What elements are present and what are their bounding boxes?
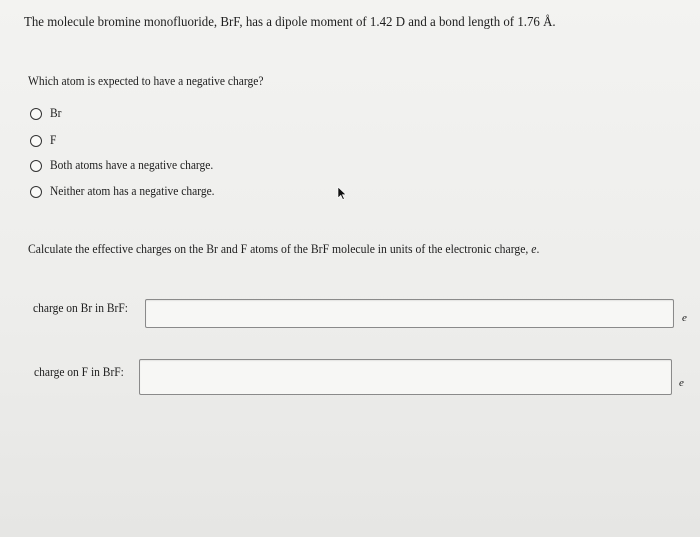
option-br[interactable] xyxy=(30,106,63,121)
option-label: Both atoms have a negative charge. xyxy=(50,158,214,172)
option-label: Br xyxy=(50,106,62,120)
radio-button[interactable] xyxy=(30,108,42,120)
radio-button[interactable] xyxy=(30,186,42,198)
option-label: F xyxy=(50,133,57,147)
f-charge-input[interactable] xyxy=(139,359,672,395)
option-f[interactable] xyxy=(30,133,57,148)
option-label: Neither atom has a negative charge. xyxy=(50,184,215,198)
f-charge-label: charge on F in BrF: xyxy=(34,365,124,379)
question-prompt: Which atom is expected to have a negative charge? xyxy=(28,74,264,88)
electron-charge-symbol: e xyxy=(531,241,537,256)
br-charge-unit: e xyxy=(682,312,687,324)
calculation-prompt: Calculate the effective charges on the Br and F atoms of the BrF molecule in units of the electronic charge, e. xyxy=(28,241,540,256)
option-both[interactable] xyxy=(30,158,227,173)
f-charge-unit: e xyxy=(679,377,684,389)
br-charge-label: charge on Br in BrF: xyxy=(33,301,128,315)
radio-button[interactable] xyxy=(30,160,42,172)
problem-statement: The molecule bromine monofluoride, BrF, has a dipole moment of 1.42 D and a bond length of 1.76 Å. xyxy=(24,15,556,30)
radio-button[interactable] xyxy=(30,135,42,147)
option-neither[interactable] xyxy=(30,184,229,199)
mouse-pointer-icon xyxy=(337,186,347,200)
br-charge-input[interactable] xyxy=(145,299,674,328)
